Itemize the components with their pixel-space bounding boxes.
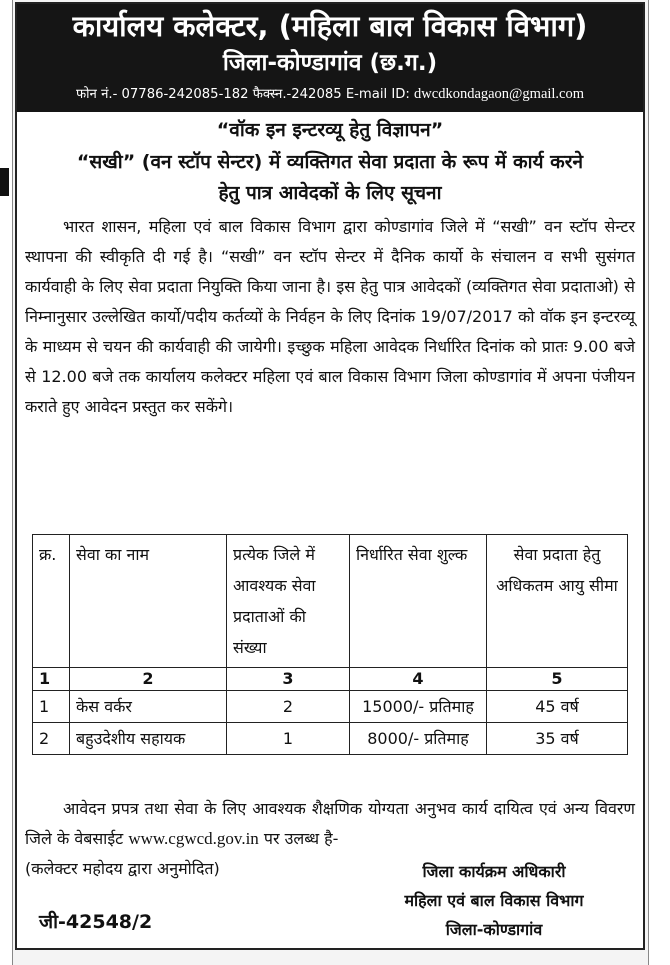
footer-note	[25, 794, 635, 854]
header-serial: क्र.	[33, 535, 70, 668]
column-number: 1	[33, 668, 70, 691]
row-max-age: 45 वर्ष	[487, 691, 628, 723]
row-service-fee: 8000/- प्रतिमाह	[350, 723, 487, 755]
column-number: 4	[350, 668, 487, 691]
office-header	[17, 4, 643, 112]
district-name: जिला-कोण्डागांव (छ.ग.)	[222, 50, 438, 76]
reference-code: जी-42548/2	[39, 911, 153, 933]
service-table	[32, 534, 628, 755]
signatory-department: महिला एवं बाल विकास विभाग	[404, 891, 584, 910]
signatory-designation: जिला कार्यक्रम अधिकारी	[422, 862, 566, 881]
footer-note-text: आवेदन प्रपत्र तथा सेवा के लिए आवश्यक शैक्षणिक योग्यता अनुभव कार्य दायित्व एवं अन्य विवरण जिले के वेबसाईट	[25, 799, 635, 848]
subheading-line-2: हेतु पात्र आवेदकों के लिए सूचना	[218, 182, 442, 204]
signatory-block	[369, 857, 619, 944]
office-title: कार्यालय कलेक्टर, (महिला बाल विकास विभाग)	[72, 9, 588, 43]
footer-note-suffix: पर उलब्ध है-	[258, 829, 339, 848]
adjacent-block	[0, 168, 9, 196]
column-number: 2	[70, 668, 227, 691]
row-provider-count: 1	[227, 723, 350, 755]
column-number: 3	[227, 668, 350, 691]
contact-line	[17, 84, 643, 105]
table-header-row	[33, 535, 628, 668]
row-max-age: 35 वर्ष	[487, 723, 628, 755]
adjacent-column-left	[0, 0, 13, 965]
advertisement-box	[15, 2, 645, 950]
header-service-fee: निर्धारित सेवा शुल्क	[350, 535, 487, 668]
row-service-name: बहुउदेशीय सहायक	[70, 723, 227, 755]
signatory-district: जिला-कोण्डागांव	[445, 920, 543, 939]
table-row	[33, 723, 628, 755]
header-service-name: सेवा का नाम	[70, 535, 227, 668]
advertisement-heading: “वॉक इन इन्टरव्यू हेतु विज्ञापन”	[216, 119, 444, 141]
row-provider-count: 2	[227, 691, 350, 723]
body-paragraph: भारत शासन, महिला एवं बाल विकास विभाग द्वारा कोण्डागांव जिले में “सखी” वन स्टॉप सेन्टर स्थापना की स्वीकृति दी गई है। “सखी” वन स्टॉप सेन्टर में दैनिक कार्यो के संचालन व सभी सुसंगत कार्यवाही के लिए सेवा प्रदाता नियुक्ति किया जाना है। इस हेतु पात्र आवेदकों (व्यक्तिगत सेवा प्रदाताओ) से निम्नानुसार उल्लेखित कार्यो/पदीय कर्तव्यों के निर्वहन के लिए दिनांक 19/07/2017 को वॉक इन इन्टरव्यू के माध्यम से चयन की कार्यवाही की जायेगी। इच्छुक महिला आवेदक निर्धारित दिनांक को प्रातः 9.00 बजे से 12.00 बजे तक कार्यालय कलेक्टर महिला एवं बाल विकास विभाग जिला कोण्डागांव में अपना पंजीयन कराते हुए आवेदन प्रस्तुत कर सकेंगे।	[25, 217, 635, 416]
adjacent-column-right	[648, 0, 670, 965]
header-provider-count: प्रत्येक जिले में आवश्यक सेवा प्रदाताओं की संख्या	[227, 535, 350, 668]
approval-note: (कलेक्टर महोदय द्वारा अनुमोदित)	[25, 859, 220, 878]
website-link[interactable]: www.cgwcd.gov.in	[128, 829, 259, 848]
subheading-line-1: “सखी” (वन स्टॉप सेन्टर) में व्यक्तिगत सेवा प्रदाता के रूप में कार्य करने	[76, 151, 584, 173]
table-row	[33, 691, 628, 723]
column-number: 5	[487, 668, 628, 691]
row-service-fee: 15000/- प्रतिमाह	[350, 691, 487, 723]
table-number-row	[33, 668, 628, 691]
phone-fax: फोन नं.- 07786-242085-182 फैक्स्न.-242085 E-mail ID:	[75, 87, 415, 102]
email-address: dwcdkondagaon@gmail.com	[414, 86, 585, 102]
row-service-name: केस वर्कर	[70, 691, 227, 723]
header-max-age: सेवा प्रदाता हेतु अधिकतम आयु सीमा	[487, 535, 628, 668]
row-serial: 1	[33, 691, 70, 723]
row-serial: 2	[33, 723, 70, 755]
